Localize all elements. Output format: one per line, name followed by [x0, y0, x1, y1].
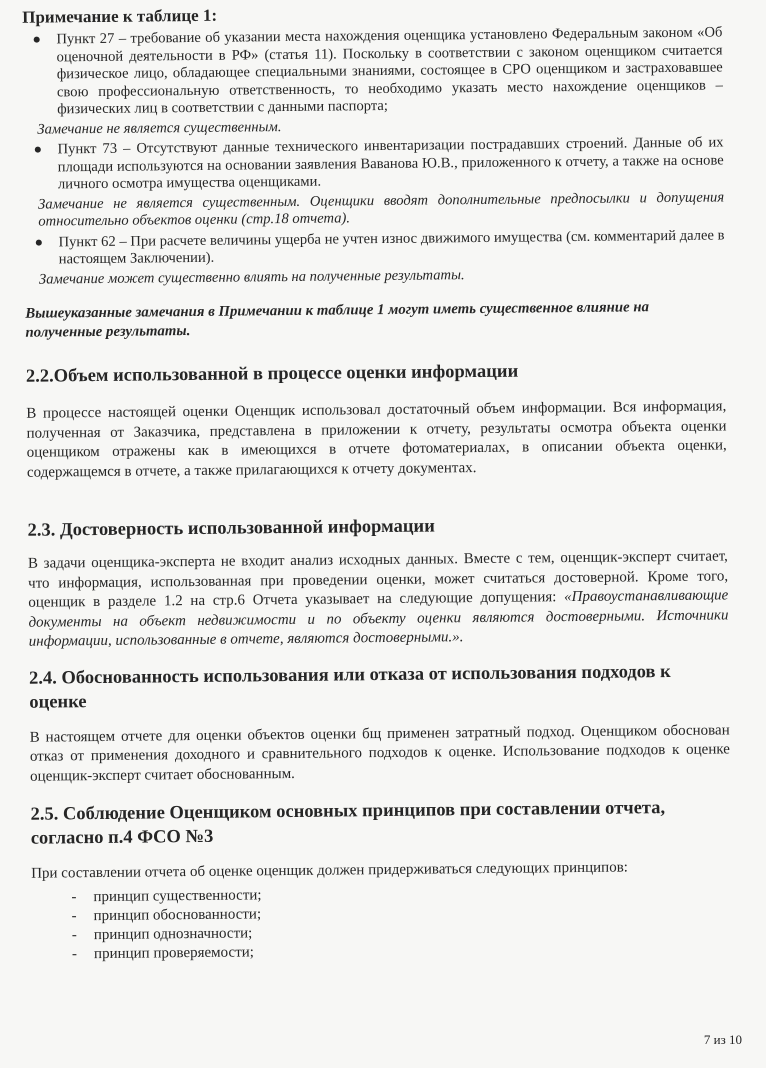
section-heading-2-3: 2.3. Достоверность использованной информации — [27, 516, 435, 541]
principles-list — [31, 881, 732, 964]
section-text-2-2: В процессе настоящей оценки Оценщик использовал достаточный объем информации. Вся информация, полученная от Заказчика, представлена в приложении к отчету, результаты осмотра объекта оценки оценщиком отражены как в имеющихся в отчете фотоматериалах, в описании объекта оценки, содержащемся в отчете, а также прилагающихся к отчету документах. — [26, 398, 727, 481]
note-list — [23, 134, 724, 194]
note-remark: Замечание не является существенным. Оценщики вводят дополнительные предпосылки и допущения относительно объектов оценки (стр.18 отчета). — [38, 188, 725, 230]
note-item-text: Пункт 27 – требование об указании места нахождения оценщика установлено Федеральным законом «Об оценочной деятельности в РФ» (статья 11). Поскольку в соответствии с законом оценщиком считается физическое лицо, обладающее специальными знаниями, состоящее в СРО оценщиком и застраховавшее свою профессиональную ответственность, то необходимо указать место нахождение оценщиков – физических лиц в соответствии с данными паспорта; — [56, 24, 724, 118]
note-item — [22, 24, 723, 119]
note-list — [24, 227, 724, 269]
list-item: - принцип проверяемости; — [71, 943, 255, 962]
dash-icon: - — [71, 926, 77, 943]
note-item — [23, 134, 724, 194]
section-text-2-4: В настоящем отчете для оценки объектов оценки бщ применен затратный подход. Оценщиком обоснован отказ от применения доходного и сравнительного подходов к оценке. Использование подходов к оценке оценщик-эксперт считает обоснованным. — [29, 721, 730, 785]
section-intro-2-5: При составлении отчета об оценке оценщик должен придерживаться следующих принципов: — [31, 859, 629, 882]
note-remark: Замечание может существенно влиять на полученные результаты. — [38, 266, 465, 288]
note-remark: Замечание не является существенным. — [37, 118, 282, 138]
dash-icon: - — [71, 945, 78, 962]
note-item-text: Пункт 73 – Отсутствуют данные технического инвентаризации пострадавших строений. Данные об их площади используются на основании заявления Ваванова Ю.В., приложенного к отчету, а также на основе личного осмотра имущества оценщиками. — [57, 134, 724, 193]
dash-icon: - — [71, 907, 77, 924]
list-item: - принцип существенности; — [71, 886, 262, 905]
section-heading-2-2: 2.2.Объем использованной в процессе оценки информации — [25, 361, 519, 387]
bullet-icon: ● — [33, 142, 43, 158]
note-heading: Примечание к таблице 1: — [22, 5, 218, 27]
section-text-2-3 — [28, 547, 729, 652]
section-quote-2-3: «Правоустанавливающие документы на объект недвижимости и по объекту оценки являются достоверными. Источники информации, использованные в отчете, являются достоверными.». — [28, 587, 729, 650]
note-list — [22, 24, 723, 119]
note-summary: Вышеуказанные замечания в Примечании к таблице 1 могут иметь существенное влияние на полученные результаты. — [25, 299, 650, 341]
list-item: - принцип обоснованности; — [71, 905, 262, 924]
dash-icon: - — [71, 888, 77, 905]
list-item: - принцип однозначности; — [71, 924, 253, 943]
note-item — [24, 227, 724, 269]
bullet-icon: ● — [34, 235, 44, 251]
bullet-icon: ● — [32, 32, 41, 48]
page-number: 7 из 10 — [703, 1032, 742, 1047]
section-heading-2-4: 2.4. Обоснованность использования или отказа от использования подходов к оценке — [28, 661, 671, 713]
section-heading-2-5: 2.5. Соблюдение Оценщиком основных принципов при составлении отчета, согласно п.4 ФСО №3 — [30, 798, 666, 849]
note-item-text: Пункт 62 – При расчете величины ущерба не учтен износ движимого имущества (см. комментарий далее в настоящем Заключении). — [58, 226, 725, 268]
section-text-2-3-body: В задачи оценщика-эксперта не входит анализ исходных данных. Вместе с тем, оценщик-эксперт считает, что информация, использованная при проведении оценки, может считаться достоверной. Кроме того, оценщик в разделе 1.2 на стр.6 Отчета указывает на следующие допущения: — [27, 548, 729, 611]
